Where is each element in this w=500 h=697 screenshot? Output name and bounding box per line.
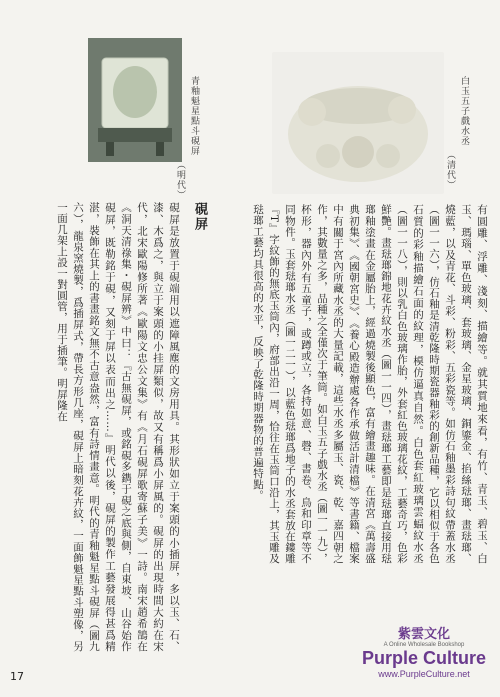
- left-photo-era: [174, 160, 185, 200]
- watermark-url: www.PurpleCulture.net: [378, 669, 470, 679]
- right-photo-era: [444, 150, 455, 190]
- right-text-block: [222, 204, 490, 564]
- left-body-text: 硯屏是放置于硯端用以遮障風塵的文房用具。其形狀如立于案頭的小插屏，多以玉、石、漆、木爲之，與立于案頭的小挂屏類似，故又有稱爲小屏風的。硯屏的出現時間大約在宋代，北宋歐陽修所著《歐陽文忠公文集》有《月石硯屏歌寄蘇子美》一詩。南宋趙希鵠在《洞天清祿集・硯屏辨》中曰：『古無硯屏，或銘硯多鐫于硯之底與側，自東坡、山谷始作硯屏，既勒銘于硯，又刻于屏以表而出之……』明代以後，硯屏的製作工藝發展得甚爲精湛，裝飾在其上的書畫銘文無不古意盎然，富有詩情畫意。明代的青釉魁星點斗硯屏（圖九六），龍泉窯燒製，爲插屏式，帶長方形几座，硯屏上暗刻花卉紋，一面飾魁星點斗塑像，另一面几架上設一對圓管，用于插筆。明屏隆在: [56, 202, 180, 652]
- water-pot-image: [272, 52, 444, 194]
- heading-text: 硯屏: [192, 202, 207, 232]
- right-caption-era: （清代）: [445, 150, 455, 190]
- left-photo-caption: [188, 76, 199, 176]
- left-caption-era: （明代）: [175, 160, 185, 200]
- section-heading: [190, 202, 209, 262]
- right-caption-title: 白玉五子戲水丞: [459, 76, 469, 146]
- left-text-block: [10, 202, 182, 652]
- right-photo-caption: [458, 76, 469, 186]
- watermark-brand: Purple Culture: [361, 648, 486, 668]
- left-caption-title: 青釉魁星點斗硯屏: [189, 76, 199, 156]
- watermark-cn: 紫雲文化: [397, 627, 450, 642]
- page-number: 17: [10, 670, 24, 683]
- inkstone-screen-photo: [88, 38, 182, 162]
- right-body-text: 有圓雕、浮雕、淺刻、描繪等。就其質地來看，有竹、青玉、碧玉、白玉、瑪瑙、單色玻璃、套玻璃、金星玻璃、銅鎏金、掐絲琺瑯、畫琺瑯、燒藍，以及青花、斗彩、粉彩、五彩瓷等。如仿石釉墨彩詩句紋帶蓋水丞（圖一一六），仿石釉是清乾隆時期瓷器釉彩的創新品種，它以相似于各色石質的彩釉描繪石面的紋理，模仿逼真自然。白色套紅玻璃雲蝠紋水丞（圖一一八），則以乳白色玻璃作胎，外套紅色玻璃花紋，工藝奇巧，色彩鮮艷。畫琺瑯錦地花卉紋水丞（圖一一四），畫琺瑯工藝即是琺瑯直接用琺瑯釉塗畫在金屬胎上，經過燒製後顯色，富有繪畫趣味。在清宮《萬壽盛典初集》、《國朝宮史》、《養心殿造辦處各作承做活計清檔》等書籍、檔案中有關于宮內所藏水丞的大量記載，這些水丞多屬玉、瓷、乾、嘉四朝之作，其數量之多，品種之全僅次于筆筒。如白玉五子戲水丞（圖一一九），杯形，器內外有五童子，或蹲或立，各持如意、磬、書卷、鳥和印章等不同物件。玉套琺瑯水丞（圖一二一），以藍色琺瑯爲地子的水丞套放在鏤雕『T』字紋飾的無底玉筒內，府部出沿一周，恰往在玉筒口沿上，其玉雕及琺瑯工藝均具很高的水平，反映了乾隆時期器物的普遍特點。: [252, 204, 488, 564]
- inkstone-screen-image: [88, 38, 182, 162]
- publisher-watermark: [362, 623, 486, 679]
- water-pot-photo: [272, 52, 444, 194]
- watermark-sub: A Online Wholesale Bookshop: [383, 642, 465, 648]
